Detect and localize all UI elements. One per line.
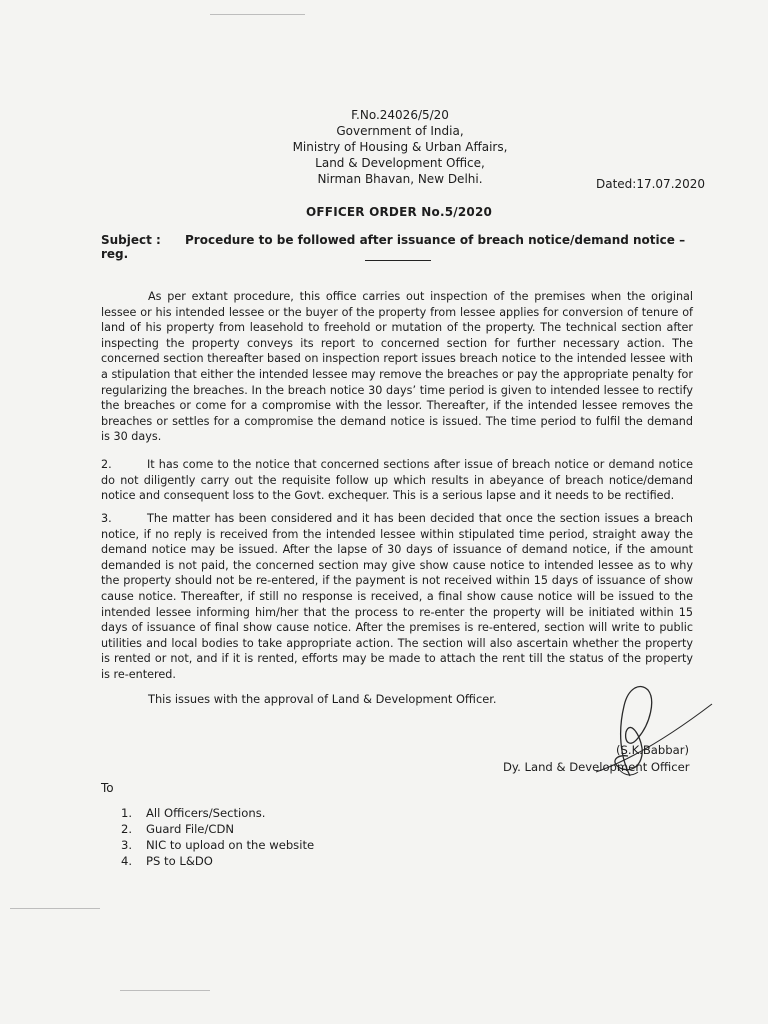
ministry: Ministry of Housing & Urban Affairs, <box>292 140 508 154</box>
office-name: Land & Development Office, <box>315 156 485 170</box>
to-label: To <box>101 781 114 795</box>
list-number: 1. <box>121 806 133 820</box>
office-address: Nirman Bhavan, New Delhi. <box>317 172 483 186</box>
subject-line <box>101 233 701 261</box>
list-number: 2. <box>121 822 133 836</box>
scan-mark <box>120 990 210 991</box>
date: Dated:17.07.2020 <box>596 177 706 191</box>
signatory-name: (S.K.Babbar) <box>616 743 690 757</box>
scan-mark <box>210 14 305 15</box>
letterhead <box>280 107 520 187</box>
file-number: F.No.24026/5/20 <box>351 108 449 122</box>
paragraph-number: 2. <box>101 458 112 471</box>
paragraph-2 <box>101 457 693 504</box>
list-number: 4. <box>121 854 133 868</box>
scan-mark <box>10 908 100 909</box>
list-item <box>121 853 314 869</box>
divider <box>365 260 431 261</box>
list-text: Guard File/CDN <box>146 822 235 836</box>
list-text: All Officers/Sections. <box>146 806 266 820</box>
list-text: PS to L&DO <box>146 854 213 868</box>
paragraph-1 <box>101 289 693 445</box>
paragraph-text: It has come to the notice that concerned sections after issue of breach notice or demand notice do not diligently carry out the requisite follow up which results in abeyance of breach notice/demand notice and consequent loss to the Govt. exchequer. This is a serious lapse and it needs to be rectified. <box>101 458 693 503</box>
signatory-designation: Dy. Land & Development Officer <box>503 760 690 774</box>
order-title: OFFICER ORDER No.5/2020 <box>306 205 493 219</box>
paragraph-3 <box>101 511 693 683</box>
paragraph-number: 3. <box>101 512 112 525</box>
subject-text: Procedure to be followed after issuance of breach notice/demand notice – reg. <box>101 233 686 261</box>
subject-label: Subject : <box>101 233 161 247</box>
government: Government of India, <box>336 124 464 138</box>
list-item <box>121 805 314 821</box>
distribution-list <box>121 805 314 869</box>
list-item <box>121 821 314 837</box>
paragraph-text: The matter has been considered and it has been decided that once the section issues a breach notice, if no reply is received from the intended lessee within stipulated time period, straight away the demand notice may be issued. After the lapse of 30 days of issuance of demand notice, if the amount demanded is not paid, the concerned section may give show cause notice to intended lessee as to why the property should not be re-entered, if the payment is not received within 15 days of issuance of show cause notice. Thereafter, if still no response is received, a final show cause notice will be issued to the intended lessee informing him/her that the process to re-enter the property will be initiated within 15 days of issuance of final show cause notice. After the premises is re-entered, section will write to public utilities and local bodies to take appropriate action. The section will also ascertain whether the property is rented or not, and if it is rented, efforts may be made to attach the rent till the status of the property is re-entered. <box>101 512 693 681</box>
paragraph-text: As per extant procedure, this office carries out inspection of the premises when the original lessee or his intended lessee or the buyer of the property from lessee applies for conversion of tenure of land of his property from leasehold to freehold or mutation of the property. The technical section after inspecting the property conveys its report to concerned section for further necessary action. The concerned section thereafter based on inspection report issues breach notice to the intended lessee with a stipulation that either the intended lessee may remove the breaches or pay the appropriate penalty for regularizing the breaches. In the breach notice 30 days’ time period is given to intended lessee to rectify the breaches or come for a compromise with the lessor. Thereafter, if the intended lessee removes the breaches or settles for a compromise the demand notice is issued. The time period to fulfil the demand is 30 days. <box>101 290 693 444</box>
list-number: 3. <box>121 838 133 852</box>
list-text: NIC to upload on the website <box>146 838 315 852</box>
approval-statement: This issues with the approval of Land & Development Officer. <box>148 692 497 706</box>
list-item <box>121 837 314 853</box>
